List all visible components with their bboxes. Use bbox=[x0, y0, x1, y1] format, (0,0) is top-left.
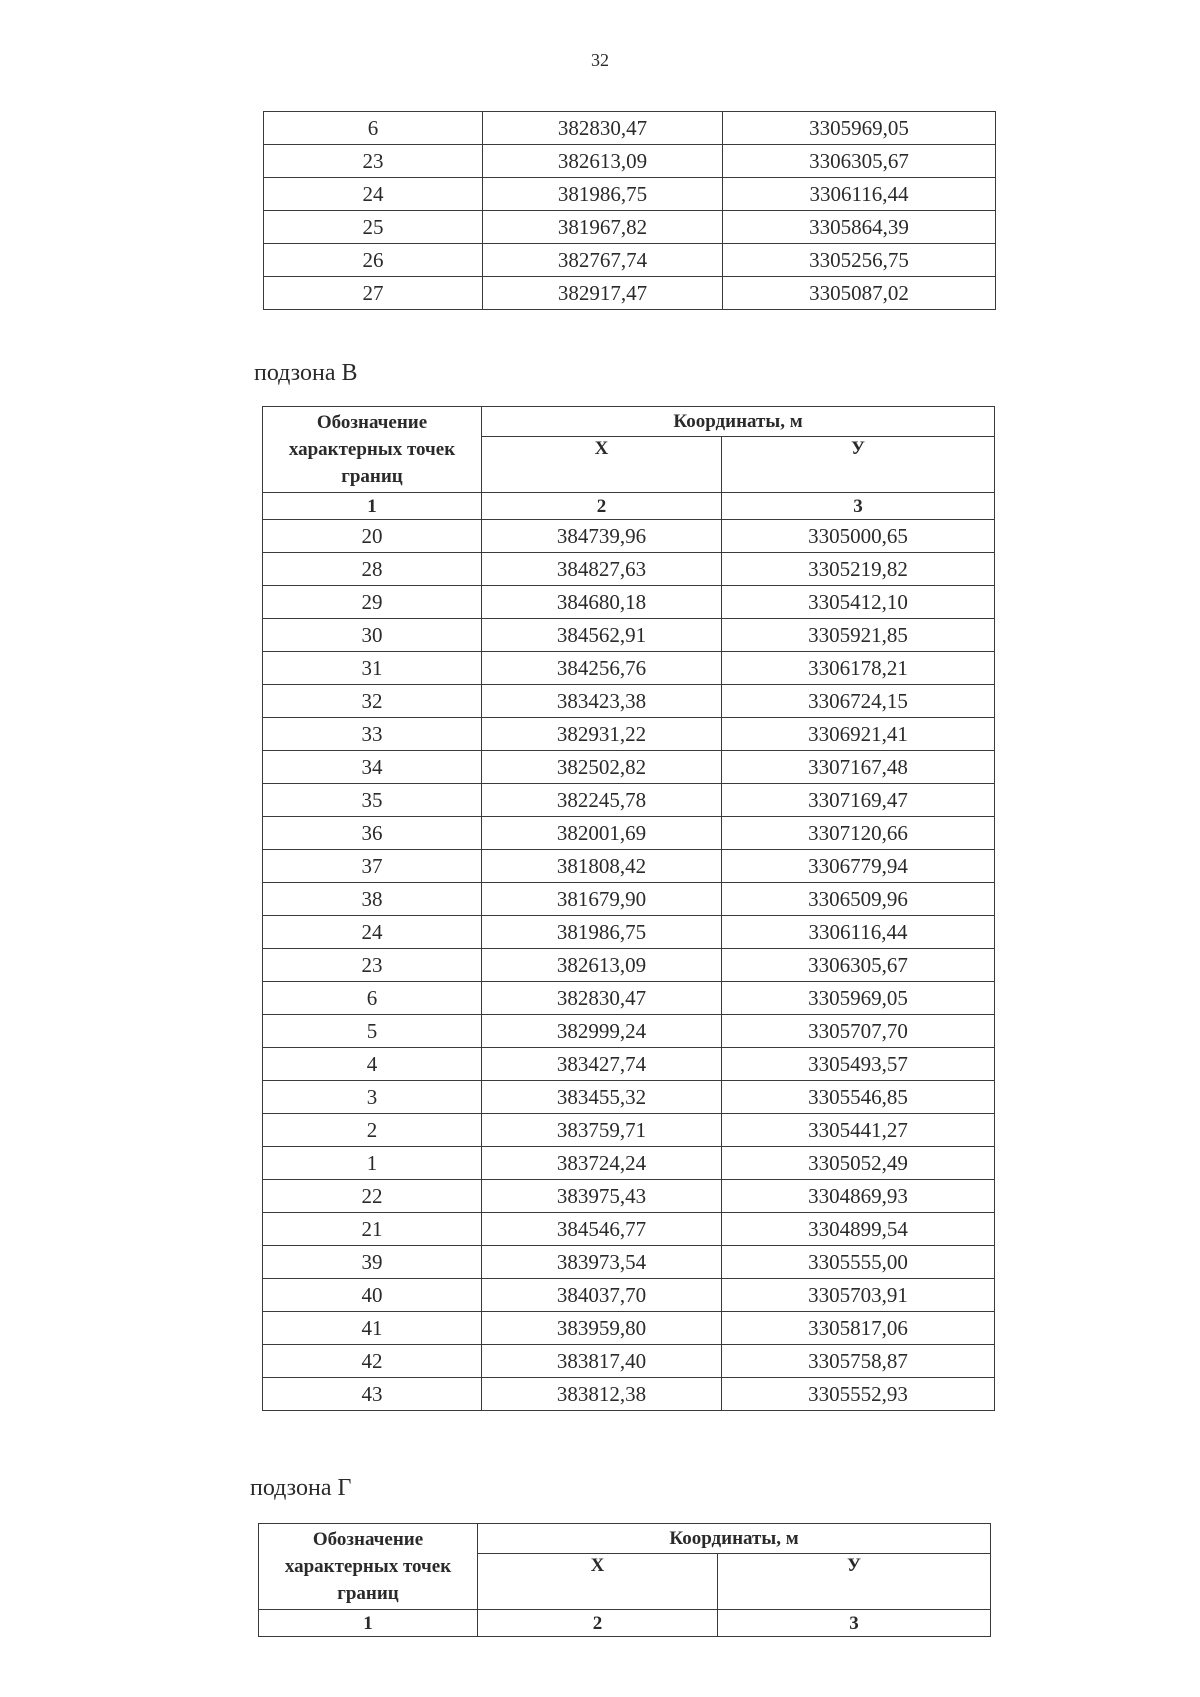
x-coordinate-cell: 381967,82 bbox=[483, 211, 723, 244]
y-coordinate-cell: 3306509,96 bbox=[722, 883, 995, 916]
table-row bbox=[263, 1048, 995, 1081]
y-coordinate-cell: 3305703,91 bbox=[722, 1279, 995, 1312]
point-number-cell: 28 bbox=[263, 553, 482, 586]
point-number-cell: 2 bbox=[263, 1114, 482, 1147]
table-row bbox=[263, 817, 995, 850]
y-coordinate-cell: 3305921,85 bbox=[722, 619, 995, 652]
y-coordinate-cell: 3307167,48 bbox=[722, 751, 995, 784]
y-coordinate-cell: 3305052,49 bbox=[722, 1147, 995, 1180]
y-coordinate-cell: 3306305,67 bbox=[723, 145, 996, 178]
point-number-cell: 4 bbox=[263, 1048, 482, 1081]
y-coordinate-cell: 3305256,75 bbox=[723, 244, 996, 277]
table-row bbox=[263, 586, 995, 619]
table-row bbox=[264, 211, 996, 244]
x-coordinate-cell: 383959,80 bbox=[482, 1312, 722, 1345]
table-row bbox=[263, 949, 995, 982]
column-number-1: 1 bbox=[259, 1610, 478, 1637]
table-row bbox=[264, 244, 996, 277]
table-row bbox=[263, 982, 995, 1015]
y-coordinate-cell: 3305546,85 bbox=[722, 1081, 995, 1114]
point-number-cell: 39 bbox=[263, 1246, 482, 1279]
table-row bbox=[263, 685, 995, 718]
point-number-cell: 23 bbox=[264, 145, 483, 178]
x-column-header: Х bbox=[478, 1553, 718, 1609]
x-coordinate-cell: 384680,18 bbox=[482, 586, 722, 619]
x-coordinate-cell: 382999,24 bbox=[482, 1015, 722, 1048]
table-row bbox=[263, 850, 995, 883]
point-number-cell: 34 bbox=[263, 751, 482, 784]
x-coordinate-cell: 382613,09 bbox=[483, 145, 723, 178]
x-coordinate-cell: 381679,90 bbox=[482, 883, 722, 916]
table-row bbox=[264, 112, 996, 145]
subzone-g-coordinates-table bbox=[258, 1523, 991, 1637]
y-coordinate-cell: 3305555,00 bbox=[722, 1246, 995, 1279]
y-coordinate-cell: 3305707,70 bbox=[722, 1015, 995, 1048]
x-coordinate-cell: 383759,71 bbox=[482, 1114, 722, 1147]
x-coordinate-cell: 383975,43 bbox=[482, 1180, 722, 1213]
x-coordinate-cell: 383973,54 bbox=[482, 1246, 722, 1279]
y-coordinate-cell: 3305493,57 bbox=[722, 1048, 995, 1081]
point-number-cell: 29 bbox=[263, 586, 482, 619]
x-coordinate-cell: 383817,40 bbox=[482, 1345, 722, 1378]
x-coordinate-cell: 382917,47 bbox=[483, 277, 723, 310]
table-row bbox=[263, 1378, 995, 1411]
x-coordinate-cell: 384546,77 bbox=[482, 1213, 722, 1246]
y-coordinate-cell: 3307169,47 bbox=[722, 784, 995, 817]
designation-header: Обозначение характерных точек границ bbox=[259, 1524, 478, 1610]
x-coordinate-cell: 384037,70 bbox=[482, 1279, 722, 1312]
y-coordinate-cell: 3305087,02 bbox=[723, 277, 996, 310]
y-coordinate-cell: 3306305,67 bbox=[722, 949, 995, 982]
y-coordinate-cell: 3305817,06 bbox=[722, 1312, 995, 1345]
point-number-cell: 22 bbox=[263, 1180, 482, 1213]
table-row bbox=[263, 1180, 995, 1213]
y-column-header: У bbox=[722, 436, 995, 492]
point-number-cell: 1 bbox=[263, 1147, 482, 1180]
point-number-cell: 41 bbox=[263, 1312, 482, 1345]
x-coordinate-cell: 382767,74 bbox=[483, 244, 723, 277]
point-number-cell: 6 bbox=[263, 982, 482, 1015]
table-row bbox=[263, 784, 995, 817]
y-coordinate-cell: 3305758,87 bbox=[722, 1345, 995, 1378]
y-coordinate-cell: 3306116,44 bbox=[722, 916, 995, 949]
x-coordinate-cell: 382830,47 bbox=[483, 112, 723, 145]
x-coordinate-cell: 383427,74 bbox=[482, 1048, 722, 1081]
table-row bbox=[263, 718, 995, 751]
table-row bbox=[263, 520, 995, 553]
x-coordinate-cell: 384562,91 bbox=[482, 619, 722, 652]
x-coordinate-cell: 383423,38 bbox=[482, 685, 722, 718]
table-row bbox=[263, 1345, 995, 1378]
table-row bbox=[263, 553, 995, 586]
subzone-v-label: подзона В bbox=[254, 360, 358, 386]
point-number-cell: 26 bbox=[264, 244, 483, 277]
subzone-g-label: подзона Г bbox=[250, 1475, 352, 1501]
continuation-coordinates-table bbox=[263, 111, 996, 310]
table-row bbox=[263, 1081, 995, 1114]
table-row bbox=[263, 1147, 995, 1180]
point-number-cell: 35 bbox=[263, 784, 482, 817]
column-number-1: 1 bbox=[263, 493, 482, 520]
y-coordinate-cell: 3306724,15 bbox=[722, 685, 995, 718]
x-coordinate-cell: 384256,76 bbox=[482, 652, 722, 685]
x-coordinate-cell: 382931,22 bbox=[482, 718, 722, 751]
x-coordinate-cell: 381986,75 bbox=[482, 916, 722, 949]
x-coordinate-cell: 382830,47 bbox=[482, 982, 722, 1015]
designation-header: Обозначение характерных точек границ bbox=[263, 407, 482, 493]
table-row bbox=[263, 1279, 995, 1312]
y-coordinate-cell: 3307120,66 bbox=[722, 817, 995, 850]
x-coordinate-cell: 382502,82 bbox=[482, 751, 722, 784]
table-row bbox=[263, 883, 995, 916]
x-coordinate-cell: 383812,38 bbox=[482, 1378, 722, 1411]
column-number-2: 2 bbox=[482, 493, 722, 520]
point-number-cell: 31 bbox=[263, 652, 482, 685]
coordinates-header: Координаты, м bbox=[478, 1524, 991, 1554]
point-number-cell: 3 bbox=[263, 1081, 482, 1114]
y-column-header: У bbox=[718, 1553, 991, 1609]
x-coordinate-cell: 382613,09 bbox=[482, 949, 722, 982]
x-coordinate-cell: 381808,42 bbox=[482, 850, 722, 883]
point-number-cell: 37 bbox=[263, 850, 482, 883]
point-number-cell: 27 bbox=[264, 277, 483, 310]
x-column-header: Х bbox=[482, 436, 722, 492]
table-row bbox=[263, 751, 995, 784]
y-coordinate-cell: 3305000,65 bbox=[722, 520, 995, 553]
y-coordinate-cell: 3306921,41 bbox=[722, 718, 995, 751]
y-coordinate-cell: 3304869,93 bbox=[722, 1180, 995, 1213]
y-coordinate-cell: 3306178,21 bbox=[722, 652, 995, 685]
table-row bbox=[263, 1114, 995, 1147]
x-coordinate-cell: 382245,78 bbox=[482, 784, 722, 817]
page-number: 32 bbox=[591, 50, 609, 70]
column-number-3: 3 bbox=[718, 1610, 991, 1637]
y-coordinate-cell: 3305441,27 bbox=[722, 1114, 995, 1147]
subzone-g-table-header bbox=[259, 1524, 991, 1637]
table-row bbox=[264, 178, 996, 211]
point-number-cell: 24 bbox=[263, 916, 482, 949]
y-coordinate-cell: 3305219,82 bbox=[722, 553, 995, 586]
coordinates-header: Координаты, м bbox=[482, 407, 995, 437]
x-coordinate-cell: 384827,63 bbox=[482, 553, 722, 586]
x-coordinate-cell: 384739,96 bbox=[482, 520, 722, 553]
y-coordinate-cell: 3305969,05 bbox=[723, 112, 996, 145]
column-number-2: 2 bbox=[478, 1610, 718, 1637]
point-number-cell: 42 bbox=[263, 1345, 482, 1378]
subzone-v-table-header bbox=[263, 407, 995, 520]
point-number-cell: 6 bbox=[264, 112, 483, 145]
point-number-cell: 33 bbox=[263, 718, 482, 751]
table-row bbox=[263, 1312, 995, 1345]
y-coordinate-cell: 3305969,05 bbox=[722, 982, 995, 1015]
point-number-cell: 36 bbox=[263, 817, 482, 850]
x-coordinate-cell: 381986,75 bbox=[483, 178, 723, 211]
point-number-cell: 21 bbox=[263, 1213, 482, 1246]
table-row bbox=[263, 652, 995, 685]
subzone-v-table-body bbox=[263, 520, 995, 1411]
table-row bbox=[263, 619, 995, 652]
point-number-cell: 43 bbox=[263, 1378, 482, 1411]
x-coordinate-cell: 382001,69 bbox=[482, 817, 722, 850]
point-number-cell: 30 bbox=[263, 619, 482, 652]
column-number-3: 3 bbox=[722, 493, 995, 520]
table-row bbox=[263, 1015, 995, 1048]
point-number-cell: 5 bbox=[263, 1015, 482, 1048]
x-coordinate-cell: 383724,24 bbox=[482, 1147, 722, 1180]
table-row bbox=[264, 145, 996, 178]
y-coordinate-cell: 3305412,10 bbox=[722, 586, 995, 619]
point-number-cell: 32 bbox=[263, 685, 482, 718]
subzone-v-coordinates-table bbox=[262, 406, 995, 1411]
x-coordinate-cell: 383455,32 bbox=[482, 1081, 722, 1114]
y-coordinate-cell: 3306779,94 bbox=[722, 850, 995, 883]
point-number-cell: 23 bbox=[263, 949, 482, 982]
point-number-cell: 20 bbox=[263, 520, 482, 553]
point-number-cell: 38 bbox=[263, 883, 482, 916]
point-number-cell: 25 bbox=[264, 211, 483, 244]
table-row bbox=[263, 916, 995, 949]
y-coordinate-cell: 3304899,54 bbox=[722, 1213, 995, 1246]
table-row bbox=[264, 277, 996, 310]
table-row bbox=[263, 1246, 995, 1279]
continuation-table-body bbox=[264, 112, 996, 310]
point-number-cell: 40 bbox=[263, 1279, 482, 1312]
table-row bbox=[263, 1213, 995, 1246]
y-coordinate-cell: 3306116,44 bbox=[723, 178, 996, 211]
y-coordinate-cell: 3305864,39 bbox=[723, 211, 996, 244]
y-coordinate-cell: 3305552,93 bbox=[722, 1378, 995, 1411]
point-number-cell: 24 bbox=[264, 178, 483, 211]
